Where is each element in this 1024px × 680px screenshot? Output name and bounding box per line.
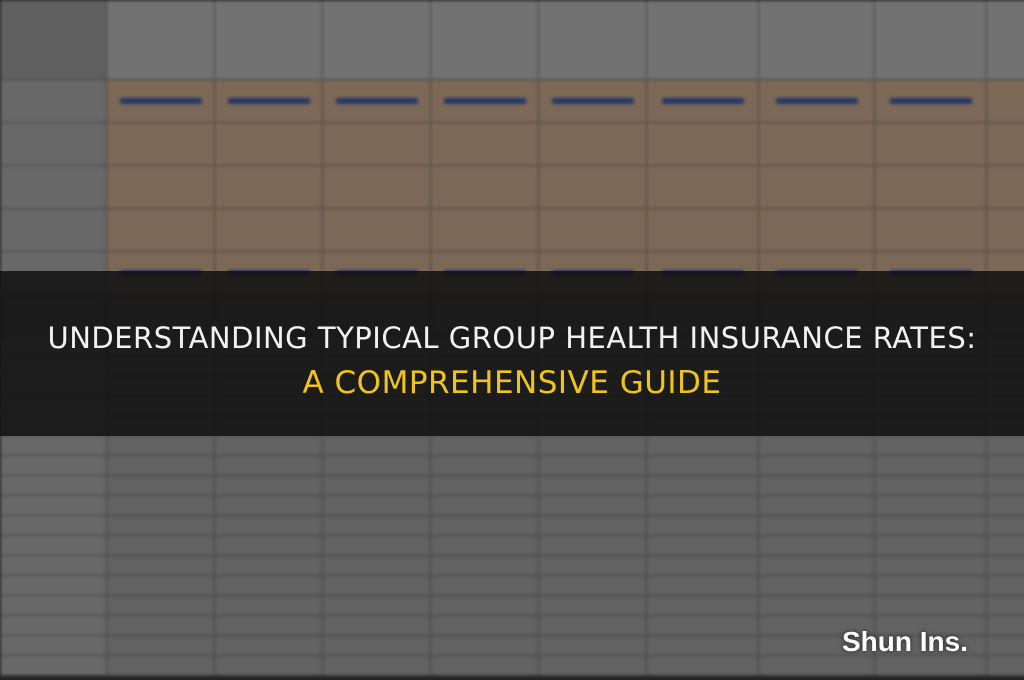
title-line-1: UNDERSTANDING TYPICAL GROUP HEALTH INSURANCE RATES: — [47, 321, 977, 355]
title-line-2: A COMPREHENSIVE GUIDE — [302, 365, 722, 401]
brand-watermark: Shun Ins. — [842, 626, 968, 657]
